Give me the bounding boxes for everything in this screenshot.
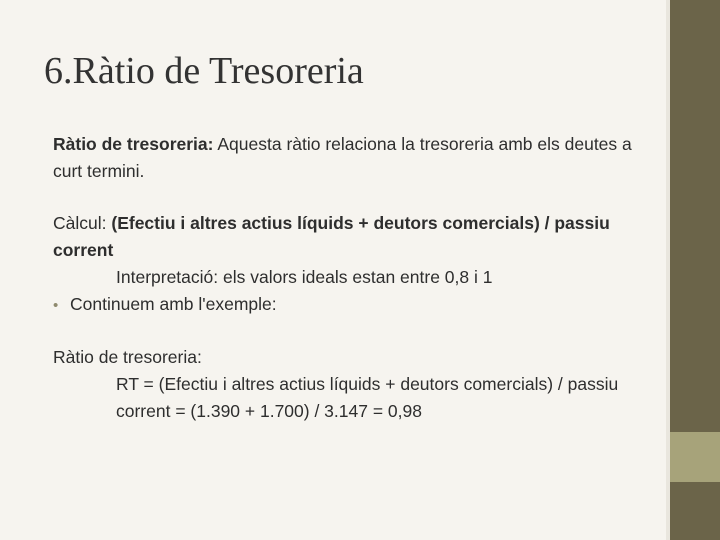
bullet-text: Continuem amb l'exemple: [70, 294, 277, 314]
definition-text: Aquesta ràtio relaciona la tresoreria amb els deutes a curt termini. [53, 134, 632, 181]
sidebar-dark-block-top [670, 0, 720, 432]
calculation-paragraph [53, 210, 653, 264]
definition-paragraph [53, 131, 653, 185]
bullet-item [53, 291, 653, 319]
example-label: Ràtio de tresoreria: [53, 347, 202, 367]
bullet-marker: • [53, 297, 59, 314]
definition-term: Ràtio de tresoreria: [53, 134, 214, 154]
slide-title: 6.Ràtio de Tresoreria [44, 50, 364, 92]
sidebar-dark-block-bottom [670, 482, 720, 540]
sidebar-accent-block [670, 432, 720, 482]
calculation-formula: (Efectiu i altres actius líquids + deutors comercials) / passiu corrent [53, 213, 610, 260]
calculation-label: Càlcul: [53, 213, 107, 233]
slide-body [53, 131, 653, 425]
example-formula: RT = (Efectiu i altres actius líquids + deutors comercials) / passiu corrent = (1.390 + 1.700) / 3.147 = 0,98 [116, 374, 619, 421]
interpretation-text: Interpretació: els valors ideals estan entre 0,8 i 1 [116, 267, 493, 287]
